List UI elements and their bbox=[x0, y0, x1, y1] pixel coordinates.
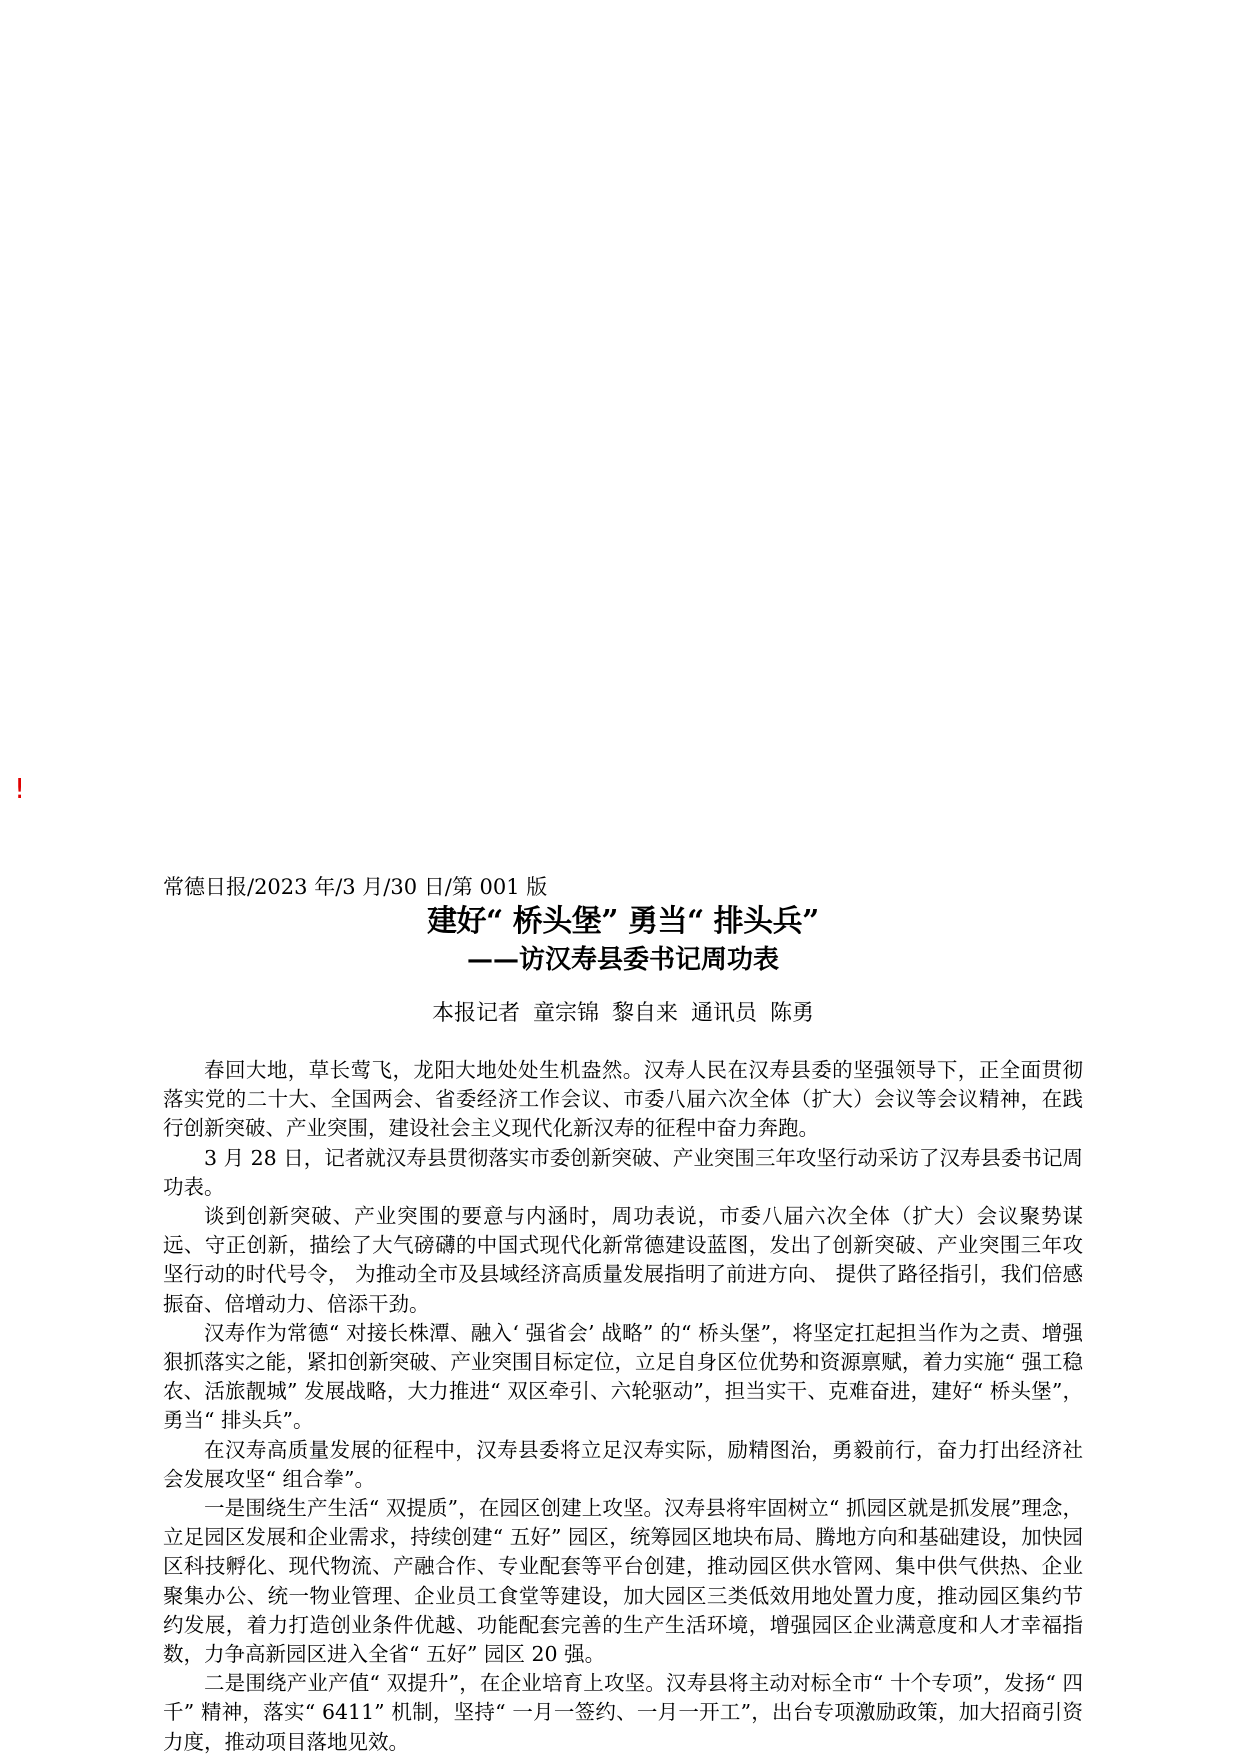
paragraph: 二是围绕产业产值“ 双提升”，在企业培育上攻坚。汉寿县将主动对标全市“ 十个专项”，发扬“ 四千” 精神，落实“ 6411” 机制，坚持“ 一月一签约、一月一开工”，出台专项激励政策，加大招商引资力度，推动项目落地见效。 bbox=[163, 1671, 1083, 1754]
paragraph: 谈到创新突破、产业突围的要意与内涵时，周功表说，市委八届六次全体（扩大）会议聚势谋远、守正创新，描绘了大气磅礴的中国式现代化新常德建设蓝图，发出了创新突破、产业突围三年攻坚行动的时代号令， 为推动全市及县域经济高质量发展指明了前进方向、 提供了路径指引，我们倍感振奋、倍增动力、倍添干劲。 bbox=[163, 1204, 1083, 1316]
byline: 本报记者 童宗锦 黎自来 通讯员 陈勇 bbox=[432, 1001, 814, 1026]
paragraph: 3 月 28 日，记者就汉寿县贯彻落实市委创新突破、产业突围三年攻坚行动采访了汉寿县委书记周功表。 bbox=[163, 1145, 1083, 1199]
source-line: 常德日报/2023 年/3 月/30 日/第 001 版 bbox=[163, 875, 548, 899]
article-body bbox=[163, 1056, 1083, 1757]
red-exclamation-mark: ! bbox=[14, 772, 26, 805]
article-title: 建好“ 桥头堡” 勇当“ 排头兵” bbox=[427, 904, 819, 939]
paragraph: 在汉寿高质量发展的征程中，汉寿县委将立足汉寿实际，励精图治，勇毅前行，奋力打出经济社会发展攻坚“ 组合拳”。 bbox=[163, 1437, 1083, 1491]
paragraph: 汉寿作为常德“ 对接长株潭、融入‘ 强省会’ 战略” 的“ 桥头堡”，将坚定扛起担当作为之责、增强狠抓落实之能，紧扣创新突破、产业突围目标定位，立足自身区位优势和资源禀赋，着力实施“ 强工稳农、活旅靓城” 发展战略，大力推进“ 双区牵引、六轮驱动”，担当实干、克难奋进，建好“ 桥头堡”，勇当“ 排头兵”。 bbox=[163, 1320, 1083, 1433]
paragraph: 一是围绕生产生活“ 双提质”，在园区创建上攻坚。汉寿县将牢固树立“ 抓园区就是抓发展”理念，立足园区发展和企业需求，持续创建“ 五好” 园区，统筹园区地块布局、腾地方向和基础建设，加快园区科技孵化、现代物流、产融合作、专业配套等平台创建，推动园区供水管网、集中供气供热、企业聚集办公、统一物业管理、企业员工食堂等建设，加大园区三类低效用地处置力度，推动园区集约节约发展，着力打造创业条件优越、功能配套完善的生产生活环境，增强园区企业满意度和人才幸福指数，力争高新园区进入全省“ 五好” 园区 20 强。 bbox=[163, 1496, 1083, 1667]
article-subtitle: ——访汉寿县委书记周功表 bbox=[466, 945, 779, 975]
paragraph: 春回大地，草长莺飞，龙阳大地处处生机盎然。汉寿人民在汉寿县委的坚强领导下，正全面贯彻落实党的二十大、全国两会、省委经济工作会议、市委八届六次全体（扩大）会议等会议精神，在践行创新突破、产业突围，建设社会主义现代化新汉寿的征程中奋力奔跑。 bbox=[163, 1058, 1083, 1141]
article bbox=[163, 872, 1083, 1757]
